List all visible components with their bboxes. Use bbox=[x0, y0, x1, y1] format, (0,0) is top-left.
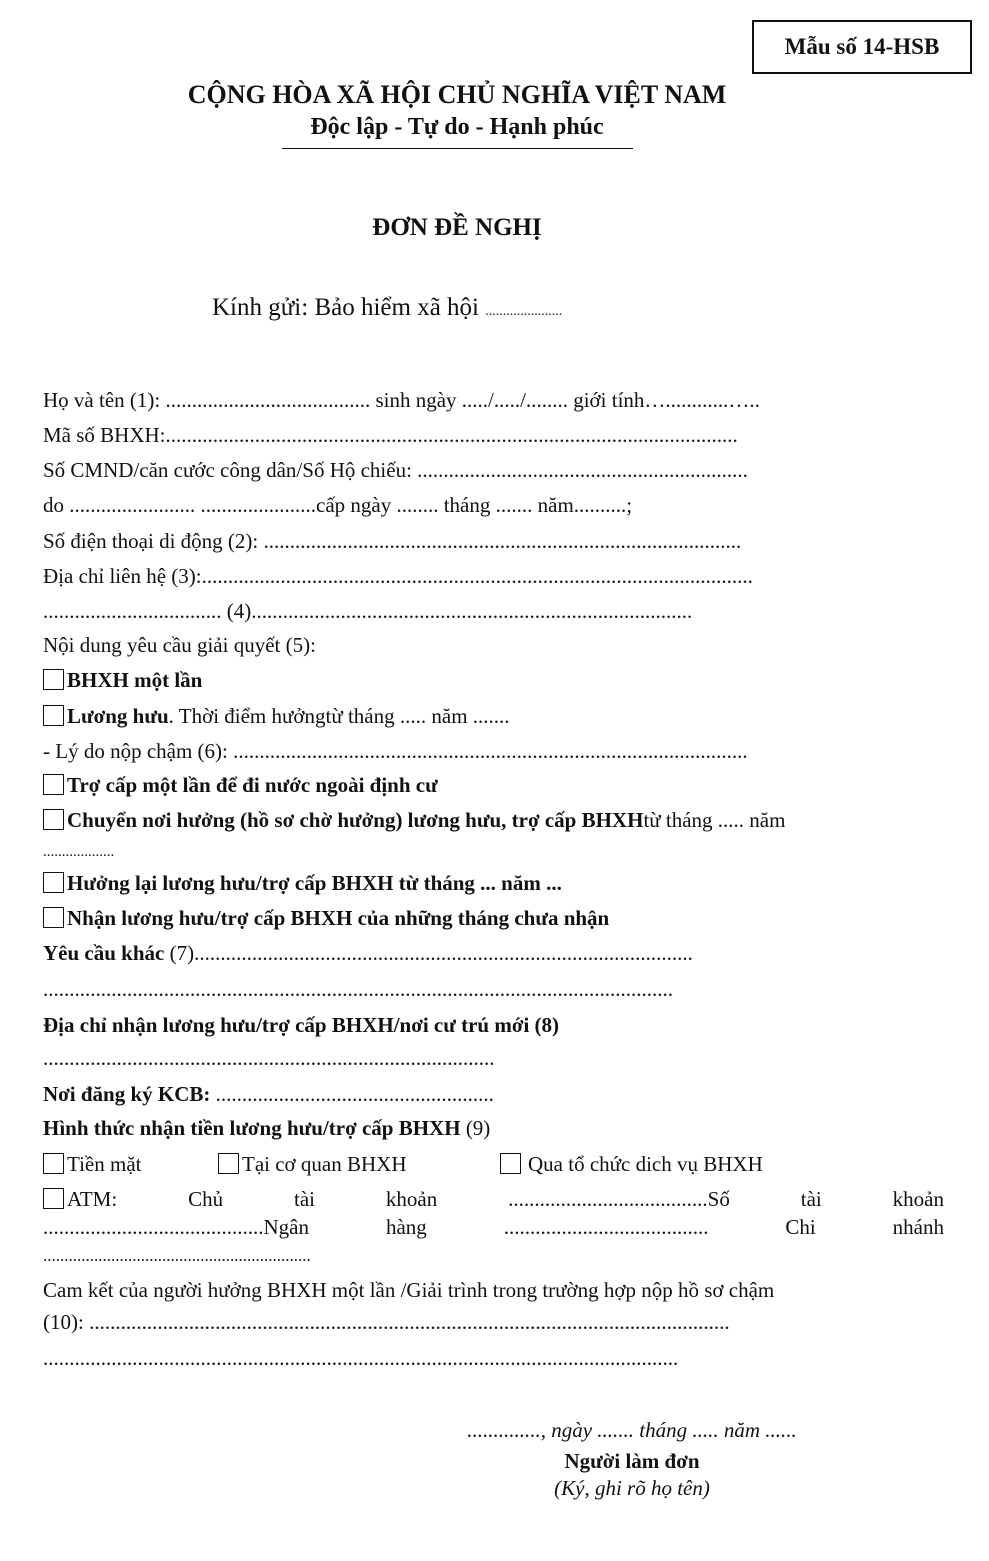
field-id-issue[interactable]: do ........................ ......................cấp ngày ........ tháng ....... năm..........; bbox=[43, 493, 633, 517]
field-new-address[interactable]: ...................................................................................... bbox=[43, 1046, 495, 1070]
motto-underline bbox=[282, 148, 633, 149]
atm-word-6: tài bbox=[800, 1187, 822, 1211]
field-phone[interactable]: Số điện thoại di động (2): ........................................................................................... bbox=[43, 529, 742, 553]
document-title: ĐƠN ĐỀ NGHỊ bbox=[372, 214, 542, 241]
checkbox-resume[interactable] bbox=[43, 872, 64, 893]
checkbox-bhxh-once[interactable] bbox=[43, 669, 64, 690]
option-unreceived-label: Nhận lương hưu/trợ cấp BHXH của những tháng chưa nhận bbox=[67, 906, 610, 930]
option-atm[interactable] bbox=[43, 1185, 944, 1213]
option-at-office-label: Tại cơ quan BHXH bbox=[242, 1152, 407, 1176]
atm-word-5[interactable]: ......................................Số bbox=[508, 1187, 730, 1211]
option-transfer-dots[interactable]: ................... bbox=[43, 844, 115, 860]
commitment-line-2[interactable]: (10): .......................................................................................................................... bbox=[43, 1310, 730, 1334]
atm-word-2: Chủ bbox=[188, 1187, 224, 1211]
field-other-request-continued[interactable]: ........................................................................................................................ bbox=[43, 977, 673, 1001]
bank-row[interactable] bbox=[43, 1213, 944, 1241]
field-bhxh-number[interactable]: Mã số BHXH:............................................................................................................. bbox=[43, 423, 738, 447]
bank-word-2: hàng bbox=[385, 1215, 427, 1239]
checkbox-via-service[interactable] bbox=[500, 1153, 521, 1174]
addressee bbox=[212, 294, 562, 322]
signature-date[interactable]: .............., ngày ....... tháng ..... năm ...... bbox=[467, 1418, 797, 1442]
option-abroad-label: Trợ cấp một lần để đi nước ngoài định cư bbox=[67, 773, 438, 797]
atm-word-4: khoản bbox=[385, 1187, 438, 1211]
addressee-label: Kính gửi: Bảo hiểm xã hội bbox=[212, 294, 479, 321]
option-cash-label: Tiền mặt bbox=[67, 1152, 142, 1176]
field-other-request[interactable] bbox=[43, 939, 693, 967]
signature-note: (Ký, ghi rõ họ tên) bbox=[554, 1476, 710, 1500]
addressee-dots: ...................... bbox=[485, 304, 563, 319]
request-heading: Nội dung yêu cầu giải quyết (5): bbox=[43, 633, 316, 657]
new-address-label: Địa chỉ nhận lương hưu/trợ cấp BHXH/nơi cư trú mới (8) bbox=[43, 1013, 560, 1037]
option-pension-detail: . Thời điểm hưởngtừ tháng ..... năm ....... bbox=[168, 704, 510, 728]
field-late-reason[interactable]: - Lý do nộp chậm (6): .................................................................................................. bbox=[43, 739, 748, 763]
option-cash[interactable] bbox=[43, 1150, 141, 1178]
checkbox-atm[interactable] bbox=[43, 1188, 64, 1209]
field-branch[interactable]: ............................................................... bbox=[43, 1246, 311, 1265]
field-address[interactable]: Địa chỉ liên hệ (3):......................................................................................................... bbox=[43, 564, 753, 588]
option-abroad[interactable] bbox=[43, 771, 438, 799]
payment-note: (9) bbox=[460, 1116, 491, 1140]
option-via-service-label: Qua tổ chức dich vụ BHXH bbox=[528, 1152, 763, 1176]
option-resume[interactable] bbox=[43, 869, 562, 897]
atm-word-3: tài bbox=[294, 1187, 316, 1211]
bank-word-5: nhánh bbox=[892, 1215, 944, 1239]
kcb-dots: ..................................................... bbox=[210, 1082, 494, 1106]
field-address-continued[interactable]: .................................. (4).................................................................................... bbox=[43, 599, 693, 623]
form-code-box: Mẫu số 14-HSB bbox=[752, 20, 972, 74]
other-request-dots: (7)............................................................................................... bbox=[164, 941, 693, 965]
payment-label: Hình thức nhận tiền lương hưu/trợ cấp BHXH bbox=[43, 1116, 461, 1140]
option-transfer-detail: từ tháng ..... năm bbox=[643, 808, 786, 832]
field-kcb[interactable] bbox=[43, 1080, 494, 1108]
option-at-office[interactable] bbox=[218, 1150, 406, 1178]
checkbox-unreceived[interactable] bbox=[43, 907, 64, 928]
payment-heading bbox=[43, 1114, 490, 1142]
field-id-number[interactable]: Số CMND/căn cước công dân/Số Hộ chiếu: ............................................................... bbox=[43, 458, 748, 482]
bank-word-1[interactable]: ..........................................Ngân bbox=[43, 1215, 309, 1239]
bank-word-3[interactable]: ....................................... bbox=[503, 1215, 709, 1239]
option-transfer-label: Chuyển nơi hưởng (hồ sơ chờ hưởng) lương hưu, trợ cấp BHXH bbox=[67, 808, 644, 832]
commitment-line-3[interactable]: ......................................................................................................................... bbox=[43, 1346, 679, 1370]
commitment-line-1: Cam kết của người hưởng BHXH một lần /Giải trình trong trường hợp nộp hồ sơ chậm bbox=[43, 1278, 775, 1302]
option-pension[interactable] bbox=[43, 702, 510, 730]
signer-title: Người làm đơn bbox=[564, 1449, 700, 1473]
checkbox-abroad[interactable] bbox=[43, 774, 64, 795]
other-request-label: Yêu cầu khác bbox=[43, 941, 165, 965]
checkbox-transfer[interactable] bbox=[43, 809, 64, 830]
checkbox-cash[interactable] bbox=[43, 1153, 64, 1174]
bank-word-4: Chi bbox=[785, 1215, 816, 1239]
option-bhxh-once[interactable] bbox=[43, 666, 202, 694]
option-resume-label: Hưởng lại lương hưu/trợ cấp BHXH từ tháng ... năm ... bbox=[67, 871, 562, 895]
atm-word-7: khoản bbox=[892, 1187, 944, 1211]
option-pension-label: Lương hưu bbox=[67, 704, 169, 728]
checkbox-pension[interactable] bbox=[43, 705, 64, 726]
option-unreceived[interactable] bbox=[43, 904, 609, 932]
field-name-dob-gender[interactable]: Họ và tên (1): ....................................... sinh ngày ...../...../........ giới tính…............….. bbox=[43, 388, 760, 412]
option-transfer[interactable] bbox=[43, 806, 785, 834]
checkbox-at-office[interactable] bbox=[218, 1153, 239, 1174]
motto: Độc lập - Tự do - Hạnh phúc bbox=[310, 114, 604, 140]
option-via-service[interactable] bbox=[500, 1150, 763, 1178]
atm-word-1: ATM: bbox=[43, 1185, 117, 1213]
kcb-label: Nơi đăng ký KCB: bbox=[43, 1082, 211, 1106]
option-bhxh-once-label: BHXH một lần bbox=[67, 668, 203, 692]
nation-heading: CỘNG HÒA XÃ HỘI CHỦ NGHĨA VIỆT NAM bbox=[187, 80, 727, 109]
